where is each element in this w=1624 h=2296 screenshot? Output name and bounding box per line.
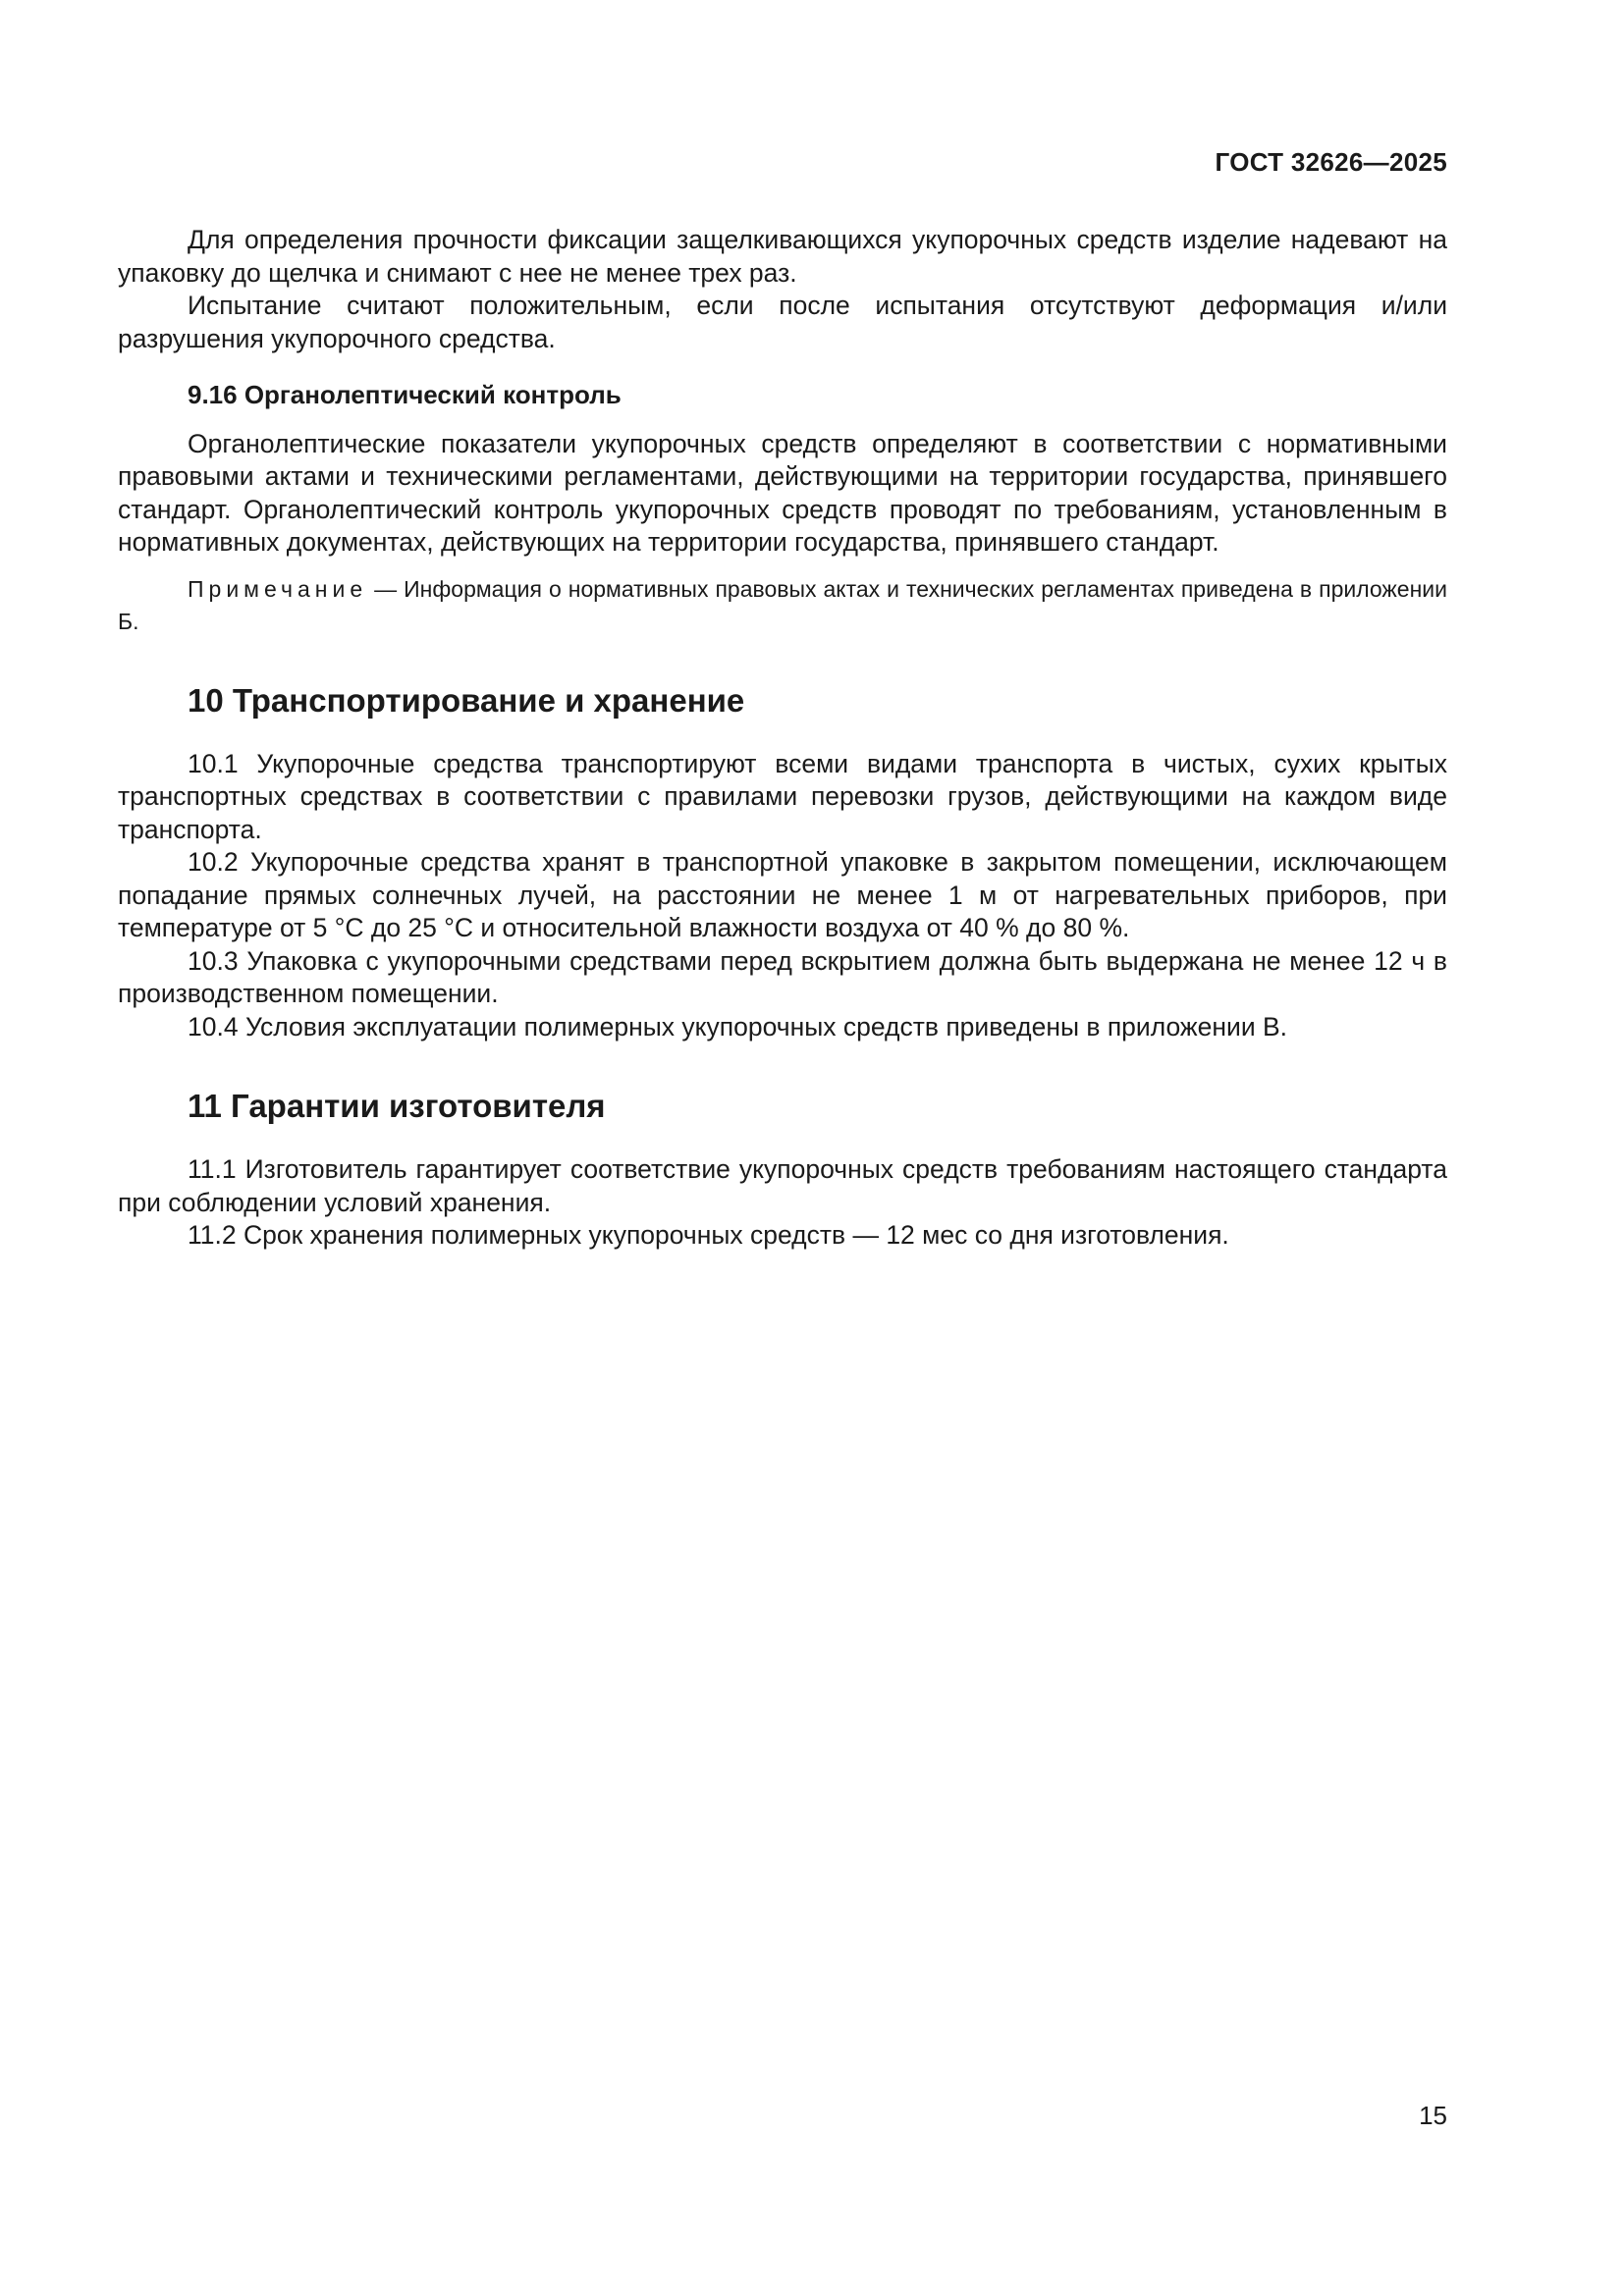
subsection-heading-9-16: 9.16 Органолептический контроль	[188, 380, 622, 409]
paragraph-test-result: Испытание считают положительным, если после испытания отсутствуют деформация и/или разрушения укупорочного средства.	[118, 291, 1447, 353]
paragraph-11-2: 11.2 Срок хранения полимерных укупорочных средств — 12 мес со дня изготовления.	[188, 1220, 1229, 1250]
paragraph-11-1: 11.1 Изготовитель гарантирует соответствие укупорочных средств требованиям настоящего стандарта при соблюдении условий хранения.	[118, 1154, 1447, 1217]
paragraph-fixation-test: Для определения прочности фиксации защелкивающихся укупорочных средств изделие надевают на упаковку до щелчка и снимают с нее не менее трех раз.	[118, 225, 1447, 288]
document-code: ГОСТ 32626—2025	[1215, 147, 1447, 177]
note-text: — Информация о нормативных правовых актах и технических регламентах приведена в приложении Б.	[118, 575, 1447, 634]
paragraph-10-4: 10.4 Условия эксплуатации полимерных укупорочных средств приведены в приложении В.	[188, 1011, 1288, 1041]
paragraph-10-3: 10.3 Упаковка с укупорочными средствами перед вскрытием должна быть выдержана не менее 12 ч в производственном помещении.	[118, 945, 1447, 1008]
section-heading-10: 10 Транспортирование и хранение	[188, 681, 745, 719]
page-number: 15	[1419, 2101, 1447, 2130]
paragraph-10-2: 10.2 Укупорочные средства хранят в транспортной упаковке в закрытом помещении, исключающем попадание прямых солнечных лучей, на расстоянии не менее 1 м от нагревательных приборов, при температуре от 5 °С до 25 °С и относительной влажности воздуха от 40 % до 80 %.	[118, 847, 1447, 942]
page-content	[118, 224, 1447, 1253]
paragraph-10-1: 10.1 Укупорочные средства транспортируют всеми видами транспорта в чистых, сухих крытых транспортных средствах в соответствии с правилами перевозки грузов, действующими на каждом виде транспорта.	[118, 748, 1447, 844]
note	[118, 573, 1447, 638]
section-heading-11: 11 Гарантии изготовителя	[188, 1088, 606, 1124]
paragraph-organoleptic: Органолептические показатели укупорочных средств определяют в соответствии с нормативными правовыми актами и техническими регламентами, действующими на территории государства, принявшего стандарт. Органолептический контроль укупорочных средств проводят по требованиям, установленным в нормативных документах, действующих на территории государства, принявшего стандарт.	[118, 428, 1447, 557]
note-label: Примечание	[188, 575, 368, 602]
